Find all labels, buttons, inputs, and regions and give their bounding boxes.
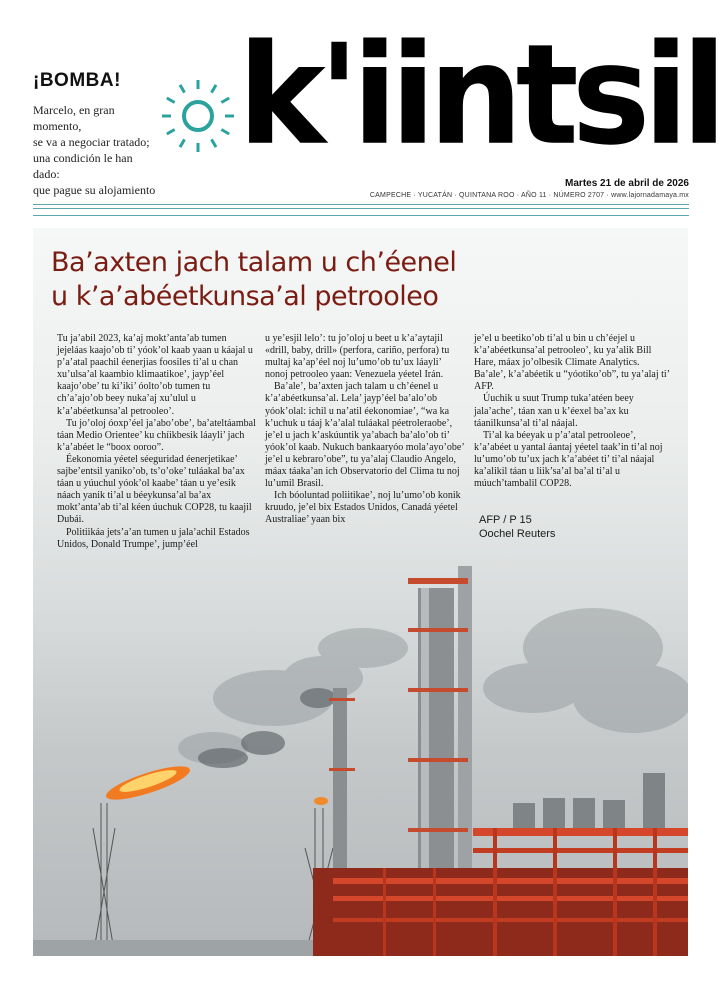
headline-line: Ba’axten jach talam u ch’éenel <box>51 247 457 278</box>
bomba-line: se va a negociar tratado; <box>33 135 150 149</box>
article-column-3 <box>474 333 673 490</box>
masthead-rule <box>33 204 689 216</box>
article-headline <box>51 246 456 314</box>
bomba-line: Marcelo, en gran momento, <box>33 103 115 133</box>
paragraph: Ti’al ka béeyak u p’a’atal petrooleoe’, k’a’abéet u yantal áantaj yéetel taak’in ti’al noj lu’umo’ob tu’ux jach k’a’abéet ti’ ti’al náajal ka’alikil táan u liik’sa’al ba’al ti’al u múuch’tambalil COP28. <box>474 429 663 490</box>
distillation-tower <box>329 566 472 908</box>
paragraph: Ba’ale’, ba’axten jach talam u ch’éenel u k’a’abéetkunsa’al. Lela’ jayp’éel ba’alo’ob yóok’olal: ichil u na’atil éekonomiae’, “wa ka k’uchuk u táaj k’a’alal tuláakal péetroleraobe’, je’el u jach k’askúuntik ya’abach ba’alo’ob ti’ yóok’ol kaab. Nukuch bankaaryóo mola’ayo’obe’ je’el u kebraro’obe”, tu ya’alaj Claudio Angelo, máax táaka’an ich Observatorio del Clima tu noj lu’umil Brasil. <box>265 381 464 490</box>
bomba-line: una condición le han dado: <box>33 151 133 181</box>
headline-line: u k’a’abéetkunsa’al petrooleo <box>51 281 439 312</box>
article-column-1 <box>57 333 256 551</box>
paragraph: je’el u beetiko’ob ti’al u bin u ch’éejel u k’a’abéetkunsa’al petrooleo’, ku ya’alik Bill Hare, máax jo’olbesik Climate Analytics. Ba’ale’, k’a’abéetik u “yóotiko’ob”, tu ya’alaj ti’ AFP. <box>474 333 670 393</box>
issue-date: Martes 21 de abril de 2026 <box>565 178 689 189</box>
bomba-line: que pague su alojamiento <box>33 183 156 197</box>
flare-left <box>103 760 193 806</box>
process-tanks <box>513 773 665 833</box>
bomba-title: ¡BOMBA! <box>33 70 121 91</box>
sun-logo-icon <box>158 76 238 156</box>
article-column-2 <box>265 333 464 527</box>
paragraph: u ye’esjil lelo’: tu jo’oloj u beet u k’a’aytajil «drill, baby, drill» (perfora, cariño, perfora) tu multaj ka’ap’éel noj lu’umo’ob tu’ux láayli’ nonoj petrooleo yaan: Venezuela yéetel Irán. <box>265 333 450 381</box>
paragraph: Tu ja’abil 2023, ka’aj mokt’anta’ab tumen jejeláas kaajo’ob ti’ yóok’ol kaab yaan u káajal u p’a’atal paachil éenerjias foosiles ti’al u chan xu’ulsa’al kaambio klimaatikoe’, jayp’éel kaajo’obe’ tu ki’iki’ óolto’ob tumen tu ch’a’ajo’ob beey nuka’aj xu’ulul u k’a’abéetkunsa’al petrooleo’. <box>57 333 253 417</box>
paragraph: Politiikáa jets’a’an tumen u jala’achil Estados Unidos, Donald Trumpe’, jump’éel <box>57 526 250 550</box>
masthead-logo: k'iintsil <box>238 14 720 177</box>
paragraph: Úuchik u suut Trump tuka’atéen beey jala’ache’, táan xan u k’éexel ba’ax ku táanilkunsa’al ti’al náajal. <box>474 393 634 429</box>
paragraph: Éekonomia yéetel séeguridad éenerjetikae’ sajbe’entsil yaniko’ob, ts’o’oke’ tuláakal ba’ax táan u yúuchul yóok’ol kaabe’ táan u ye’esik náach yanik ti’al u béeykunsa’al ba’ax mokt’anta’ab ti’al kéen úuchuk COP28, tu kaajil Dubái. <box>57 453 252 526</box>
red-piping <box>313 828 688 956</box>
paragraph: Tu jo’oloj óoxp’éel ja’abo’obe’, ba’ateltáambal táan Medio Orientee’ ku chíikbesik láayli’ jach k’a’abéet le “boox ooroo”. <box>57 417 256 453</box>
bomba-box <box>33 70 158 198</box>
paragraph: Ich bóoluntad poliitikae’, noj lu’umo’ob konik kruudo, je’el bix Estados Unidos, Canadá yéetel Australiae’ yaan bix <box>265 490 461 526</box>
photo-credit <box>479 513 555 541</box>
bomba-verse <box>33 102 158 198</box>
credit-line: AFP / P 15 <box>479 514 532 526</box>
credit-line: Oochel Reuters <box>479 528 556 540</box>
issue-meta: CAMPECHE · YUCATÁN · QUINTANA ROO · AÑO 11 · NÚMERO 2707 · www.lajornadamaya.mx <box>369 192 689 199</box>
flare-stack-left <box>93 803 115 956</box>
